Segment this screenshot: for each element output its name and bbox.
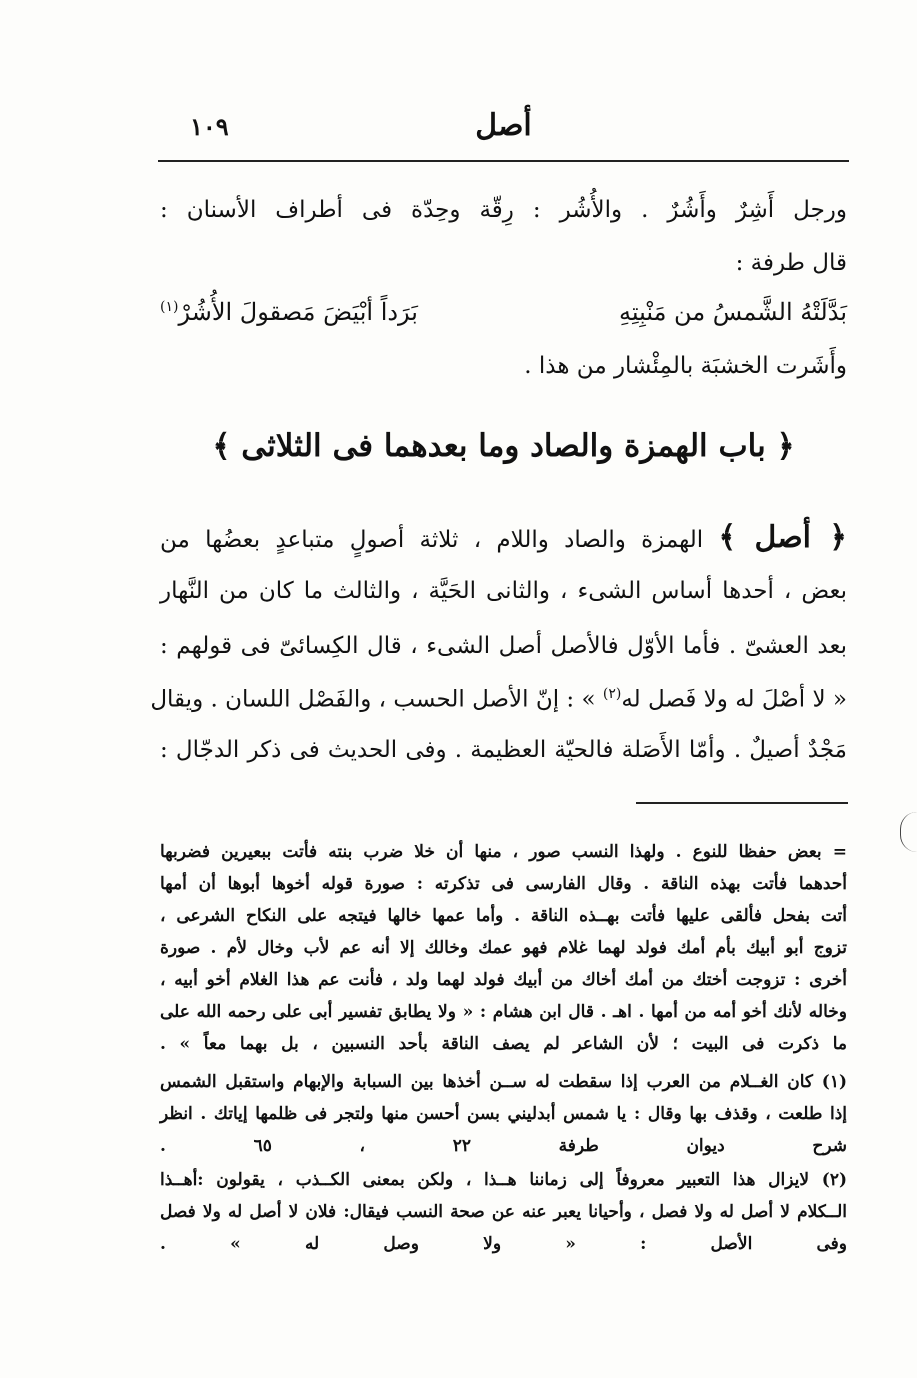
margin-bracket — [900, 812, 917, 852]
footnote-1-line: (١) كان الغــلام من العرب إذا سقطت له ســن أخذها بين السبابة والإبهام واستقبل الشمس — [160, 1072, 847, 1092]
quote-text: « لا أصْلَ له ولا فَصل له — [621, 686, 847, 713]
footnote-2-line: وفى الأصل : « ولا وصل له » . — [160, 1234, 847, 1254]
footnote-separator — [636, 802, 848, 804]
footnote-marker-2: (٢) — [602, 686, 622, 702]
footnote-cont-line: = بعض حفظا للنوع . ولهذا النسب صور ، منها أن خلا ضرب بنته فأتت ببعيرين فضربها — [160, 842, 847, 862]
verse-second-hemistich — [160, 298, 418, 326]
body-line-1: ورجل أَشِرٌ وأَشُرٌ . والأُشُر : رِقّة وحِدّة فى أطراف الأسنان : — [160, 197, 847, 223]
running-header — [160, 108, 847, 148]
paragraph-line-4 — [150, 686, 847, 714]
entry-headword: ﴿ أصل ﴾ — [718, 520, 848, 555]
footnote-cont-line: وخاله لأنك أخو أمه من أمها . اهـ . قال ابن هشام : « ولا يطابق تفسير أبى على رحمه الله على — [160, 1002, 847, 1022]
footnote-cont-line: أتت بفحل فألقى عليها فأتت بهــذه الناقة . وأما عمها خالها فيتجه على النكاح الشرعى ، — [160, 906, 847, 926]
header-rule — [158, 160, 849, 162]
paragraph-line-3: بعد العشىّ . فأما الأوّل فالأصل أصل الشىء ، قال الكِسائىّ فى قولهم : — [160, 633, 847, 659]
paragraph-text: » : إنّ الأصل الحسب ، والفَصْل اللسان . ويقال — [150, 686, 596, 713]
footnote-cont-line: أخرى : تزوجت أختك من أمك أخاك من أبيك فولد لهما ولد ، فأنت عم هذا الغلام أخو أبيه ، — [160, 970, 847, 990]
footnote-cont-line: تزوج أبو أبيك بأم أمك فولد لهما غلام فهو عمك وخالك إلا أنه عم لأب وخال لأم . صورة — [160, 938, 847, 958]
body-line-3: وأَشَرت الخشبَة بالمِئْشار من هذا . — [524, 353, 847, 379]
footnote-cont-line: ما ذكرت فى البيت ؛ لأن الشاعر لم يصف الناقة بأحد النسبين ، بل بهما معاً » . — [160, 1034, 847, 1054]
footnote-1-line: شرح ديوان طرفة ٢٢ ، ٦٥ . — [160, 1136, 847, 1156]
footnote-marker-1: (١) — [160, 299, 179, 315]
footnote-2-line: (٢) لايزال هذا التعبير معروفاً إلى زماننا هــذا ، ولكن بمعنى الكــذب ، يقولون :أهــذا — [160, 1170, 847, 1190]
page-number: ١٠٩ — [190, 112, 229, 141]
paragraph-text: الهمزة والصاد واللام ، ثلاثة أصولٍ متباعدٍ بعضُها من — [160, 527, 704, 553]
verse-text: بَرَداً أبْيَضَ مَصقولَ الأُشُرْ — [178, 298, 418, 326]
poem-verse — [160, 298, 847, 332]
body-line-2: قال طرفة : — [735, 250, 847, 276]
chapter-heading: ﴿ باب الهمزة والصاد وما بعدهما فى الثلاثى ﴾ — [212, 428, 795, 464]
footnote-cont-line: أحدهما فأتت بهذه الناقة . وقال الفارسى فى تذكرته : صورة قوله أخوها أبوها أن أمها — [160, 874, 847, 894]
footnote-2-line: الــكلام لا أصل له ولا فصل ، وأحيانا يعبر عنه عن صحة النسب فيقال: فلان لا أصل له ولا فصل — [160, 1202, 847, 1222]
header-title: أصل — [475, 108, 532, 143]
paragraph-line-5: مَجْدٌ أصيلٌ . وأمّا الأَصَلة فالحيّة العظيمة . وفى الحديث فى ذكر الدجّال : — [160, 737, 847, 763]
footnote-1-line: إذا طلعت ، وقذف بها وقال : يا شمس أبدليني بسن أحسن منها ولتجر فى ظلمها إياتك . انظر — [160, 1104, 847, 1124]
paragraph-line-1 — [160, 520, 847, 556]
paragraph-line-2: بعض ، أحدها أساس الشىء ، والثانى الحَيَّة ، والثالث ما كان من النَّهار — [160, 578, 847, 604]
verse-first-hemistich: بَدَّلَتْهُ الشَّمسُ من مَنْبِتِهِ — [618, 298, 847, 326]
